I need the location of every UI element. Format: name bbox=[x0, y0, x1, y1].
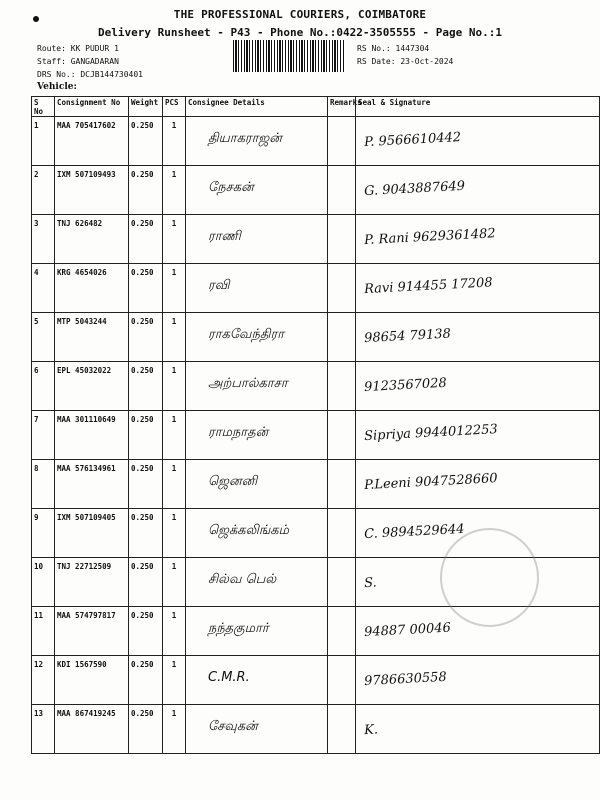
column-header: Consignee Details bbox=[186, 97, 328, 117]
pcs-value-cell bbox=[163, 215, 186, 264]
vehicle-text: Vehicle: bbox=[37, 82, 77, 92]
pcs-value: 1 bbox=[171, 317, 177, 326]
pcs-value: 1 bbox=[171, 170, 177, 179]
remarks-cell-cell bbox=[328, 558, 356, 607]
table-row bbox=[32, 166, 600, 215]
table-row bbox=[32, 411, 600, 460]
serial-number: 5 bbox=[34, 317, 39, 326]
consignment-number: IXM 507109493 bbox=[57, 170, 116, 179]
consignee-details: ராமநாதன் bbox=[208, 425, 269, 440]
consignment-number: KRG 4654026 bbox=[57, 268, 107, 277]
serial-number-cell bbox=[32, 166, 55, 215]
consignee-details: நேசகன் bbox=[208, 180, 254, 195]
pcs-value: 1 bbox=[171, 415, 177, 424]
remarks-cell-cell bbox=[328, 215, 356, 264]
seal-signature: Sipriya 9944012253 bbox=[363, 422, 499, 445]
weight-value: 0.250 bbox=[131, 464, 154, 473]
serial-number-cell bbox=[32, 264, 55, 313]
remarks-cell-cell bbox=[328, 411, 356, 460]
seal-signature: 98654 79138 bbox=[363, 326, 452, 347]
consignment-number: TNJ 626482 bbox=[57, 219, 103, 228]
consignment-number-cell bbox=[55, 362, 129, 411]
weight-value-cell bbox=[129, 509, 163, 558]
table-row bbox=[32, 215, 600, 264]
serial-number-cell bbox=[32, 411, 55, 460]
consignment-number-cell bbox=[55, 656, 129, 705]
consignee-details-cell bbox=[186, 166, 328, 215]
serial-number-cell bbox=[32, 215, 55, 264]
consignee-details: ஜெனனி bbox=[208, 474, 258, 489]
consignment-number-cell bbox=[55, 509, 129, 558]
pcs-value: 1 bbox=[171, 268, 177, 277]
column-header: PCS bbox=[163, 97, 186, 117]
pcs-value-cell bbox=[163, 117, 186, 166]
consignment-number-cell bbox=[55, 117, 129, 166]
pcs-value-cell bbox=[163, 558, 186, 607]
weight-value: 0.250 bbox=[131, 562, 154, 571]
consignment-number: TNJ 22712509 bbox=[57, 562, 112, 571]
seal-signature: Ravi 914455 17208 bbox=[363, 275, 493, 298]
pcs-value-cell bbox=[163, 264, 186, 313]
consignment-number: MAA 705417602 bbox=[57, 121, 116, 130]
pcs-value-cell bbox=[163, 607, 186, 656]
remarks-cell-cell bbox=[328, 705, 356, 754]
serial-number: 9 bbox=[34, 513, 39, 522]
consignee-details: C.M.R. bbox=[208, 670, 250, 685]
serial-number: 11 bbox=[34, 611, 44, 620]
weight-value-cell bbox=[129, 607, 163, 656]
consignee-details: சேவுகன் bbox=[208, 719, 258, 734]
consignee-details: ரவி bbox=[208, 278, 230, 293]
consignment-number: MTP 5043244 bbox=[57, 317, 107, 326]
consignee-details: சில்வ பெல் bbox=[208, 572, 277, 587]
consignment-number: MAA 574797817 bbox=[57, 611, 116, 620]
table-header-row bbox=[32, 97, 600, 117]
consignee-details-cell bbox=[186, 117, 328, 166]
consignment-number-cell bbox=[55, 215, 129, 264]
weight-value-cell bbox=[129, 460, 163, 509]
weight-value: 0.250 bbox=[131, 366, 154, 375]
seal-signature: G. 9043887649 bbox=[363, 178, 466, 200]
pcs-value-cell bbox=[163, 362, 186, 411]
serial-number: 8 bbox=[34, 464, 39, 473]
meta-right-block bbox=[357, 42, 453, 68]
consignment-number: MAA 867419245 bbox=[57, 709, 116, 718]
serial-number: 7 bbox=[34, 415, 39, 424]
weight-value: 0.250 bbox=[131, 170, 154, 179]
drs-text: DRS No.: DCJB144730401 bbox=[37, 70, 143, 79]
consignee-details: நந்தகுமார் bbox=[208, 621, 269, 636]
pcs-value-cell bbox=[163, 411, 186, 460]
consignee-details-cell bbox=[186, 264, 328, 313]
remarks-cell-cell bbox=[328, 656, 356, 705]
serial-number: 6 bbox=[34, 366, 39, 375]
consignee-details-cell bbox=[186, 362, 328, 411]
seal-signature: S. bbox=[363, 575, 378, 592]
consignee-details: ராகவேந்திரா bbox=[208, 327, 284, 342]
seal-signature-cell bbox=[356, 117, 600, 166]
consignment-number-cell bbox=[55, 264, 129, 313]
weight-value: 0.250 bbox=[131, 268, 154, 277]
column-header: Seal & Signature bbox=[356, 97, 600, 117]
serial-number: 2 bbox=[34, 170, 39, 179]
serial-number: 10 bbox=[34, 562, 44, 571]
rs-number: RS No.: 1447304 bbox=[357, 44, 430, 53]
pcs-value: 1 bbox=[171, 709, 177, 718]
consignment-number: MAA 301110649 bbox=[57, 415, 116, 424]
page-subtitle: Delivery Runsheet - P43 - Phone No.:0422-3505555 - Page No.:1 bbox=[98, 26, 502, 39]
consignment-number-cell bbox=[55, 558, 129, 607]
seal-signature-cell bbox=[356, 166, 600, 215]
weight-value: 0.250 bbox=[131, 415, 154, 424]
serial-number: 13 bbox=[34, 709, 44, 718]
pcs-value: 1 bbox=[171, 611, 177, 620]
serial-number-cell bbox=[32, 313, 55, 362]
seal-signature-cell bbox=[356, 215, 600, 264]
serial-number-cell bbox=[32, 558, 55, 607]
table-row bbox=[32, 362, 600, 411]
column-header: Remarks bbox=[328, 97, 356, 117]
consignment-number-cell bbox=[55, 705, 129, 754]
weight-value: 0.250 bbox=[131, 709, 154, 718]
consignment-number-cell bbox=[55, 607, 129, 656]
remarks-cell-cell bbox=[328, 362, 356, 411]
table-row bbox=[32, 264, 600, 313]
pcs-value: 1 bbox=[171, 121, 177, 130]
table-row bbox=[32, 705, 600, 754]
remarks-cell-cell bbox=[328, 509, 356, 558]
pcs-value: 1 bbox=[171, 366, 177, 375]
weight-value: 0.250 bbox=[131, 317, 154, 326]
consignee-details-cell bbox=[186, 313, 328, 362]
seal-signature-cell bbox=[356, 411, 600, 460]
remarks-cell-cell bbox=[328, 607, 356, 656]
seal-stamp bbox=[440, 528, 539, 627]
seal-signature: 94887 00046 bbox=[363, 620, 452, 641]
consignment-number: IXM 507109405 bbox=[57, 513, 116, 522]
serial-number-cell bbox=[32, 509, 55, 558]
page-title: THE PROFESSIONAL COURIERS, COIMBATORE bbox=[173, 8, 427, 21]
consignment-number: EPL 45032022 bbox=[57, 366, 112, 375]
consignee-details: ஜெக்கலிங்கம் bbox=[208, 523, 289, 538]
weight-value-cell bbox=[129, 411, 163, 460]
seal-signature-cell bbox=[356, 460, 600, 509]
weight-value-cell bbox=[129, 166, 163, 215]
staff-text: Staff: GANGADARAN bbox=[37, 57, 119, 66]
weight-value-cell bbox=[129, 215, 163, 264]
pcs-value-cell bbox=[163, 509, 186, 558]
remarks-cell-cell bbox=[328, 166, 356, 215]
seal-signature: K. bbox=[363, 722, 379, 739]
seal-signature: C. 9894529644 bbox=[363, 521, 465, 543]
remarks-cell-cell bbox=[328, 117, 356, 166]
serial-number: 4 bbox=[34, 268, 39, 277]
serial-number-cell bbox=[32, 705, 55, 754]
consignee-details-cell bbox=[186, 411, 328, 460]
seal-signature: 9786630558 bbox=[363, 669, 448, 690]
serial-number-cell bbox=[32, 362, 55, 411]
seal-signature-cell bbox=[356, 656, 600, 705]
weight-value-cell bbox=[129, 705, 163, 754]
rs-date: RS Date: 23-Oct-2024 bbox=[357, 57, 454, 66]
pcs-value: 1 bbox=[171, 562, 177, 571]
consignment-number-cell bbox=[55, 460, 129, 509]
serial-number-cell bbox=[32, 656, 55, 705]
seal-signature-cell bbox=[356, 264, 600, 313]
pcs-value-cell bbox=[163, 166, 186, 215]
serial-number: 3 bbox=[34, 219, 39, 228]
serial-number-cell bbox=[32, 607, 55, 656]
pcs-value-cell bbox=[163, 313, 186, 362]
pcs-value-cell bbox=[163, 656, 186, 705]
weight-value: 0.250 bbox=[131, 660, 154, 669]
weight-value-cell bbox=[129, 117, 163, 166]
consignment-number: MAA 576134961 bbox=[57, 464, 116, 473]
weight-value: 0.250 bbox=[131, 611, 154, 620]
seal-signature: P. Rani 9629361482 bbox=[363, 226, 496, 249]
weight-value: 0.250 bbox=[131, 121, 154, 130]
consignee-details: ராணி bbox=[208, 229, 241, 244]
seal-signature-cell bbox=[356, 313, 600, 362]
pcs-value-cell bbox=[163, 460, 186, 509]
weight-value: 0.250 bbox=[131, 513, 154, 522]
runsheet-table bbox=[31, 96, 600, 754]
pcs-value: 1 bbox=[171, 464, 177, 473]
pcs-value: 1 bbox=[171, 660, 177, 669]
seal-signature-cell bbox=[356, 705, 600, 754]
table-row bbox=[32, 117, 600, 166]
seal-signature: P. 9566610442 bbox=[363, 130, 462, 151]
consignee-details-cell bbox=[186, 215, 328, 264]
pcs-value: 1 bbox=[171, 513, 177, 522]
pcs-value: 1 bbox=[171, 219, 177, 228]
remarks-cell-cell bbox=[328, 460, 356, 509]
remarks-cell-cell bbox=[328, 264, 356, 313]
serial-number-cell bbox=[32, 117, 55, 166]
table-row bbox=[32, 656, 600, 705]
consignee-details-cell bbox=[186, 509, 328, 558]
meta-left-block bbox=[37, 42, 143, 94]
route-text: Route: KK PUDUR 1 bbox=[37, 44, 119, 53]
consignee-details: தியாகராஜன் bbox=[208, 131, 282, 146]
weight-value-cell bbox=[129, 313, 163, 362]
column-header: S No bbox=[32, 97, 55, 117]
table-row bbox=[32, 313, 600, 362]
consignment-number: KDI 1567590 bbox=[57, 660, 107, 669]
serial-number: 1 bbox=[34, 121, 39, 130]
serial-number: 12 bbox=[34, 660, 44, 669]
consignment-number-cell bbox=[55, 166, 129, 215]
seal-signature-cell bbox=[356, 362, 600, 411]
barcode bbox=[233, 40, 345, 72]
remarks-cell-cell bbox=[328, 313, 356, 362]
weight-value-cell bbox=[129, 362, 163, 411]
consignee-details-cell bbox=[186, 558, 328, 607]
seal-signature: 9123567028 bbox=[363, 375, 448, 396]
serial-number-cell bbox=[32, 460, 55, 509]
seal-signature: P.Leeni 9047528660 bbox=[363, 471, 499, 494]
column-header: Weight bbox=[129, 97, 163, 117]
consignee-details-cell bbox=[186, 607, 328, 656]
table-row bbox=[32, 460, 600, 509]
consignment-number-cell bbox=[55, 313, 129, 362]
pcs-value-cell bbox=[163, 705, 186, 754]
consignee-details-cell bbox=[186, 656, 328, 705]
consignee-details-cell bbox=[186, 705, 328, 754]
consignee-details: அற்பால்காசா bbox=[208, 376, 288, 391]
weight-value-cell bbox=[129, 264, 163, 313]
consignment-number-cell bbox=[55, 411, 129, 460]
column-header: Consignment No bbox=[55, 97, 129, 117]
consignee-details-cell bbox=[186, 460, 328, 509]
weight-value-cell bbox=[129, 558, 163, 607]
weight-value: 0.250 bbox=[131, 219, 154, 228]
weight-value-cell bbox=[129, 656, 163, 705]
